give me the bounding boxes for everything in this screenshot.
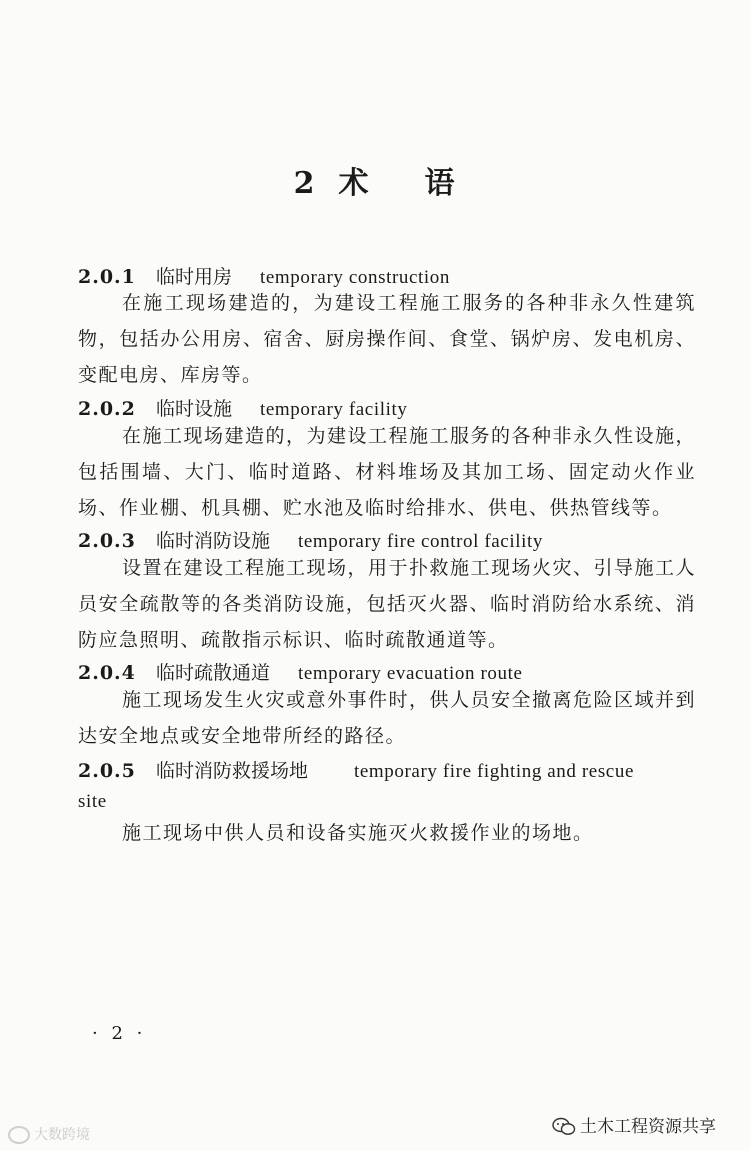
term-number: 2.0.4 (78, 662, 136, 684)
term-heading (78, 526, 543, 553)
term-definition: 施工现场中供人员和设备实施灭火救援作业的场地。 (122, 822, 594, 844)
term-definition: 在施工现场建造的，为建设工程施工服务的各种非永久性设施，包括围墙、大门、临时道路、材料堆场及其加工场、固定动火作业场、作业棚、机具棚、贮水池及临时给排水、供电、供热管线等。 (78, 425, 697, 519)
term-number: 2.0.3 (78, 530, 136, 552)
term-zh: 临时消防救援场地 (156, 760, 309, 782)
chapter-title-char-1: 术 (338, 166, 371, 201)
term-en: temporary evacuation route (298, 663, 523, 684)
watermark-right-text: 土木工程资源共享 (580, 1117, 716, 1137)
term-en: temporary fire fighting and rescue (354, 761, 634, 782)
term-heading (78, 394, 407, 421)
term-number: 2.0.5 (78, 760, 136, 782)
term-en: temporary fire control facility (298, 531, 543, 552)
term-en: temporary construction (260, 267, 450, 288)
term-number: 2.0.1 (78, 266, 136, 288)
term-definition: 设置在建设工程施工现场，用于扑救施工现场火灾、引导施工人员安全疏散等的各类消防设施，包括灭火器、临时消防给水系统、消防应急照明、疏散指示标识、临时疏散通道等。 (78, 557, 697, 651)
chapter-number: 2 (293, 166, 317, 201)
watermark-right (552, 1112, 716, 1137)
term-definition: 施工现场发生火灾或意外事件时，供人员安全撤离危险区域并到达安全地点或安全地带所经的路径。 (78, 689, 697, 747)
watermark-left (8, 1124, 90, 1144)
watermark-left-text: 大数跨境 (34, 1127, 90, 1143)
term-zh: 临时用房 (156, 266, 233, 288)
term-zh: 临时设施 (156, 398, 233, 420)
term-number: 2.0.2 (78, 398, 136, 420)
chapter-title-char-2: 语 (424, 166, 457, 201)
term-definition: 在施工现场建造的，为建设工程施工服务的各种非永久性建筑物，包括办公用房、宿舍、厨房操作间、食堂、锅炉房、发电机房、变配电房、库房等。 (78, 292, 696, 386)
chapter-title (0, 158, 750, 202)
wechat-icon (552, 1117, 576, 1137)
watermark-logo-icon (8, 1126, 30, 1144)
term-zh: 临时疏散通道 (156, 662, 271, 684)
term-en-continuation: site (78, 791, 107, 812)
term-en: temporary facility (260, 399, 408, 420)
term-heading (78, 658, 523, 685)
page-number: · 2 · (92, 1023, 147, 1044)
term-zh: 临时消防设施 (156, 530, 271, 552)
term-heading (78, 756, 634, 783)
